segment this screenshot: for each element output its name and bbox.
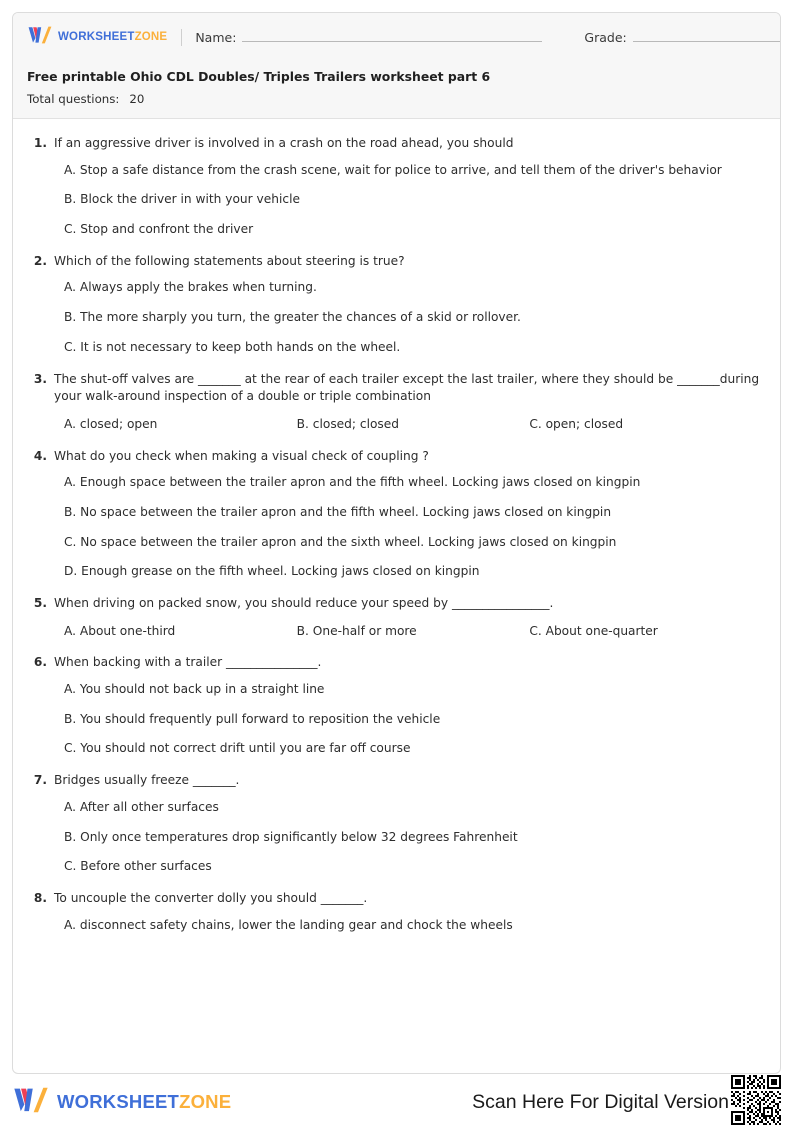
question-item bbox=[31, 772, 762, 876]
question-number: 5. bbox=[33, 596, 47, 610]
question-text: If an aggressive driver is involved in a crash on the road ahead, you should bbox=[54, 136, 514, 150]
footer-brand-name-worksheet: WORKSHEET bbox=[57, 1091, 180, 1112]
question-number: 8. bbox=[33, 890, 47, 905]
footer-brand-logo[interactable] bbox=[12, 1085, 231, 1119]
question-number: 7. bbox=[33, 773, 47, 788]
question-text: When backing with a trailer _______________. bbox=[54, 655, 322, 670]
scan-here-label: Scan Here For Digital Version bbox=[472, 1090, 729, 1113]
question-text: Which of the following statements about steering is true? bbox=[54, 253, 405, 268]
total-questions-value: 20 bbox=[129, 91, 145, 106]
question-line bbox=[31, 595, 762, 613]
question-number: 6. bbox=[33, 655, 47, 670]
question-item bbox=[31, 595, 762, 640]
option-list bbox=[31, 279, 762, 356]
footer-brand-name-zone: ZONE bbox=[179, 1091, 232, 1112]
option-item[interactable]: A. You should not back up in a straight line bbox=[64, 682, 325, 697]
option-item[interactable]: C. No space between the trailer apron and the sixth wheel. Locking jaws closed on kingpin bbox=[64, 534, 617, 549]
question-text: The shut-off valves are _______ at the rear of each trailer except the last trailer, where they should be _______during your walk-around inspection of a double or triple combination bbox=[54, 371, 760, 404]
question-item bbox=[31, 253, 762, 357]
worksheet-header bbox=[13, 13, 780, 119]
grade-field[interactable] bbox=[584, 30, 781, 45]
option-item[interactable]: B. You should frequently pull forward to reposition the vehicle bbox=[64, 711, 441, 726]
question-line bbox=[31, 890, 762, 908]
question-item bbox=[31, 135, 762, 239]
total-questions bbox=[27, 92, 766, 106]
brand-name-worksheet: WORKSHEET bbox=[58, 31, 135, 43]
header-top-row bbox=[27, 23, 766, 51]
question-text: To uncouple the converter dolly you should _______. bbox=[54, 890, 368, 905]
option-item[interactable]: C. Stop and confront the driver bbox=[64, 222, 254, 237]
option-item[interactable]: B. closed; closed bbox=[296, 416, 400, 431]
option-item[interactable]: C. It is not necessary to keep both hands on the wheel. bbox=[64, 339, 401, 354]
question-text: Bridges usually freeze _______. bbox=[54, 773, 240, 788]
question-text: What do you check when making a visual check of coupling ? bbox=[54, 448, 429, 463]
question-number: 4. bbox=[33, 448, 47, 463]
option-item[interactable]: C. About one-quarter bbox=[529, 623, 658, 638]
option-item[interactable]: B. One-half or more bbox=[296, 623, 417, 638]
name-field[interactable] bbox=[195, 30, 542, 45]
footer-brand-name bbox=[57, 1091, 231, 1113]
option-item[interactable]: A. Enough space between the trailer apron and the fifth wheel. Locking jaws closed on kingpin bbox=[64, 475, 641, 490]
question-line bbox=[31, 448, 762, 466]
question-line bbox=[31, 772, 762, 790]
name-label: Name: bbox=[195, 29, 237, 45]
option-list bbox=[31, 681, 762, 758]
option-item[interactable]: B. Block the driver in with your vehicle bbox=[64, 192, 300, 207]
option-item[interactable]: A. After all other surfaces bbox=[64, 799, 219, 814]
question-line bbox=[31, 253, 762, 271]
question-number: 2. bbox=[33, 253, 47, 268]
worksheet-card bbox=[12, 12, 781, 1074]
questions-list bbox=[13, 119, 780, 934]
worksheet-title: Free printable Ohio CDL Doubles/ Triples Trailers worksheet part 6 bbox=[27, 69, 491, 84]
question-number: 1. bbox=[33, 136, 47, 150]
question-item bbox=[31, 448, 762, 581]
option-item[interactable]: A. Always apply the brakes when turning. bbox=[64, 280, 317, 295]
worksheetzone-w-icon bbox=[27, 25, 53, 49]
brand-logo[interactable] bbox=[27, 25, 167, 49]
option-item[interactable]: A. Stop a safe distance from the crash scene, wait for police to arrive, and tell them of the driver's behavior bbox=[64, 162, 722, 177]
qr-code-icon[interactable] bbox=[731, 1075, 781, 1129]
option-item[interactable]: B. No space between the trailer apron and the fifth wheel. Locking jaws closed on kingpin bbox=[64, 504, 612, 519]
question-line bbox=[31, 135, 762, 153]
option-item[interactable]: C. Before other surfaces bbox=[64, 859, 212, 874]
question-line bbox=[31, 654, 762, 672]
option-list bbox=[31, 799, 762, 876]
option-item[interactable]: C. open; closed bbox=[529, 416, 624, 431]
name-input-line[interactable] bbox=[242, 31, 542, 42]
option-list bbox=[31, 623, 762, 641]
grade-input-line[interactable] bbox=[633, 31, 781, 42]
question-item bbox=[31, 890, 762, 934]
question-line bbox=[31, 371, 762, 406]
option-item[interactable]: B. Only once temperatures drop significantly below 32 degrees Fahrenheit bbox=[64, 829, 518, 844]
question-text: When driving on packed snow, you should reduce your speed by ________________. bbox=[54, 596, 554, 610]
option-item[interactable]: A. About one-third bbox=[64, 623, 176, 638]
option-item[interactable]: D. Enough grease on the fifth wheel. Locking jaws closed on kingpin bbox=[64, 564, 480, 579]
question-item bbox=[31, 371, 762, 434]
question-number: 3. bbox=[33, 371, 47, 386]
scan-section bbox=[472, 1075, 781, 1129]
option-item[interactable]: C. You should not correct drift until you are far off course bbox=[64, 741, 411, 756]
grade-label: Grade: bbox=[584, 29, 627, 45]
question-item bbox=[31, 654, 762, 758]
total-questions-label: Total questions: bbox=[27, 91, 120, 106]
worksheetzone-w-icon bbox=[12, 1085, 50, 1119]
option-list bbox=[31, 416, 762, 434]
option-list bbox=[31, 474, 762, 581]
option-item[interactable]: A. closed; open bbox=[64, 416, 158, 431]
header-divider bbox=[181, 29, 182, 46]
worksheet-footer bbox=[12, 1082, 781, 1122]
brand-name-zone: ZONE bbox=[134, 31, 168, 43]
brand-name bbox=[58, 31, 167, 43]
option-item[interactable]: B. The more sharply you turn, the greater the chances of a skid or rollover. bbox=[64, 310, 521, 325]
option-list bbox=[31, 162, 762, 239]
option-list bbox=[31, 917, 762, 935]
option-item[interactable]: A. disconnect safety chains, lower the landing gear and chock the wheels bbox=[64, 917, 513, 932]
